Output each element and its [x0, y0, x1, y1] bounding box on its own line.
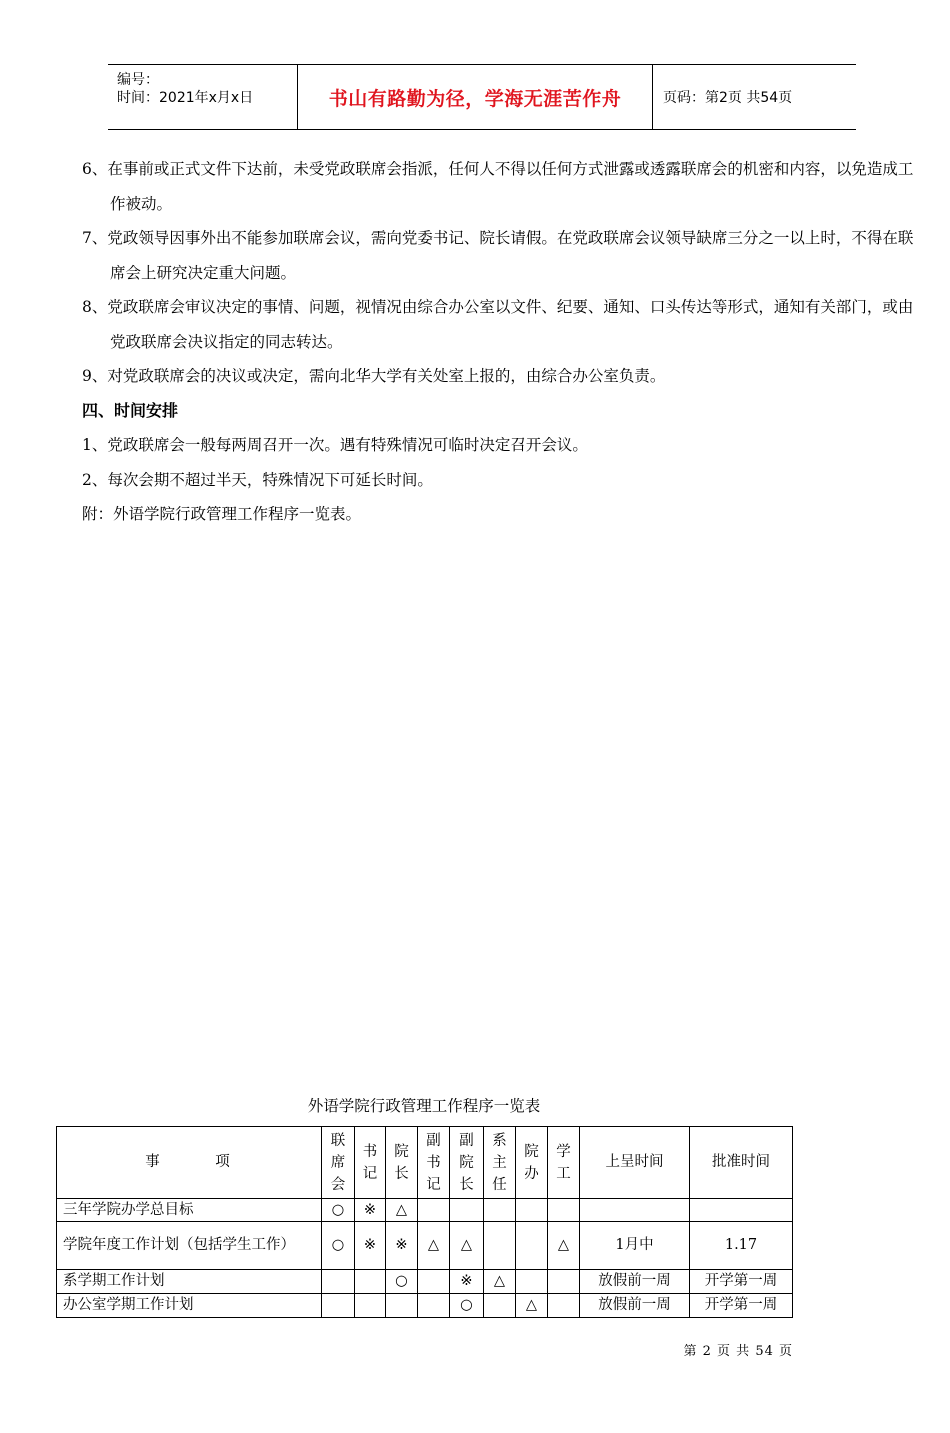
cell-c4: △ [418, 1222, 450, 1270]
time-item-1: 1、党政联席会一般每两周召开一次。遇有特殊情况可临时决定召开会议。 [82, 436, 588, 454]
cell-c5: △ [450, 1222, 484, 1270]
header-c1: 联席会 [322, 1127, 355, 1199]
table-header-row [57, 1127, 793, 1199]
header-motto: 书山有路勤为径，学海无涯苦作舟 [298, 65, 653, 129]
cell-c2: ※ [355, 1222, 386, 1270]
cell-c5 [450, 1199, 484, 1222]
cell-c2 [355, 1270, 386, 1294]
cell-c3 [386, 1294, 418, 1318]
paragraph-9: 9、对党政联席会的决议或决定，需向北华大学有关处室上报的，由综合办公室负责。 [82, 367, 666, 385]
cell-c8 [548, 1270, 580, 1294]
cell-c7 [516, 1222, 548, 1270]
header-c8: 学工 [548, 1127, 580, 1199]
paragraph-6: 6、在事前或正式文件下达前，未受党政联席会指派，任何人不得以任何方式泄露或透露联席会的机密和内容，以免造成工作被动。 [82, 160, 914, 213]
header-meta-cell [108, 65, 298, 129]
document-body [82, 152, 922, 532]
cell-approve: 1.17 [690, 1222, 793, 1270]
cell-c3: ○ [386, 1270, 418, 1294]
paragraph-8: 8、党政联席会审议决定的事情、问题，视情况由综合办公室以文件、纪要、通知、口头传达等形式，通知有关部门，或由党政联席会决议指定的同志转达。 [82, 298, 914, 351]
header-submit: 上呈时间 [580, 1127, 690, 1199]
header-c2: 书记 [355, 1127, 386, 1199]
row-item: 学院年度工作计划（包括学生工作） [57, 1222, 322, 1270]
cell-submit: 放假前一周 [580, 1270, 690, 1294]
attachment-note: 附：外语学院行政管理工作程序一览表。 [82, 505, 362, 523]
page-footer: 第 2 页 共 54 页 [683, 1344, 793, 1359]
procedure-table [56, 1126, 793, 1318]
row-item: 办公室学期工作计划 [57, 1294, 322, 1318]
table-row [57, 1294, 793, 1318]
section-heading-time: 四、时间安排 [82, 400, 179, 420]
cell-c6 [484, 1199, 516, 1222]
header-c3: 院长 [386, 1127, 418, 1199]
header-c5: 副院长 [450, 1127, 484, 1199]
cell-c4 [418, 1270, 450, 1294]
time-item-2: 2、每次会期不超过半天，特殊情况下可延长时间。 [82, 470, 433, 489]
cell-c6 [484, 1222, 516, 1270]
row-item: 系学期工作计划 [57, 1270, 322, 1294]
cell-c4 [418, 1199, 450, 1222]
cell-submit: 1月中 [580, 1222, 690, 1270]
cell-c3: ※ [386, 1222, 418, 1270]
cell-c8 [548, 1199, 580, 1222]
cell-c3: △ [386, 1199, 418, 1222]
row-item: 三年学院办学总目标 [57, 1199, 322, 1222]
table-row [57, 1270, 793, 1294]
cell-approve: 开学第一周 [690, 1270, 793, 1294]
cell-approve: 开学第一周 [690, 1294, 793, 1318]
header-page-label: 页码：第2页 共54页 [663, 90, 793, 106]
cell-c1 [322, 1294, 355, 1318]
header-item: 事 项 [57, 1127, 322, 1199]
cell-c6 [484, 1294, 516, 1318]
cell-submit [580, 1199, 690, 1222]
cell-c5: ※ [450, 1270, 484, 1294]
serial-label: 编号： [117, 72, 159, 88]
cell-c4 [418, 1294, 450, 1318]
cell-c2 [355, 1294, 386, 1318]
header-c4: 副书记 [418, 1127, 450, 1199]
time-label: 时间：2021年x月x日 [117, 90, 254, 106]
cell-c7 [516, 1199, 548, 1222]
cell-submit: 放假前一周 [580, 1294, 690, 1318]
cell-c1: ○ [322, 1199, 355, 1222]
paragraph-7: 7、党政领导因事外出不能参加联席会议，需向党委书记、院长请假。在党政联席会议领导缺席三分之一以上时，不得在联席会上研究决定重大问题。 [82, 229, 914, 282]
table-row [57, 1222, 793, 1270]
cell-c7 [516, 1270, 548, 1294]
table-row [57, 1199, 793, 1222]
cell-c5: ○ [450, 1294, 484, 1318]
page-header [108, 64, 856, 130]
cell-c8: △ [548, 1222, 580, 1270]
header-c6: 系主任 [484, 1127, 516, 1199]
header-approve: 批准时间 [690, 1127, 793, 1199]
cell-c8 [548, 1294, 580, 1318]
cell-c1: ○ [322, 1222, 355, 1270]
table-title: 外语学院行政管理工作程序一览表 [307, 1097, 541, 1115]
cell-c7: △ [516, 1294, 548, 1318]
cell-c2: ※ [355, 1199, 386, 1222]
cell-approve [690, 1199, 793, 1222]
header-c7: 院办 [516, 1127, 548, 1199]
cell-c1 [322, 1270, 355, 1294]
cell-c6: △ [484, 1270, 516, 1294]
